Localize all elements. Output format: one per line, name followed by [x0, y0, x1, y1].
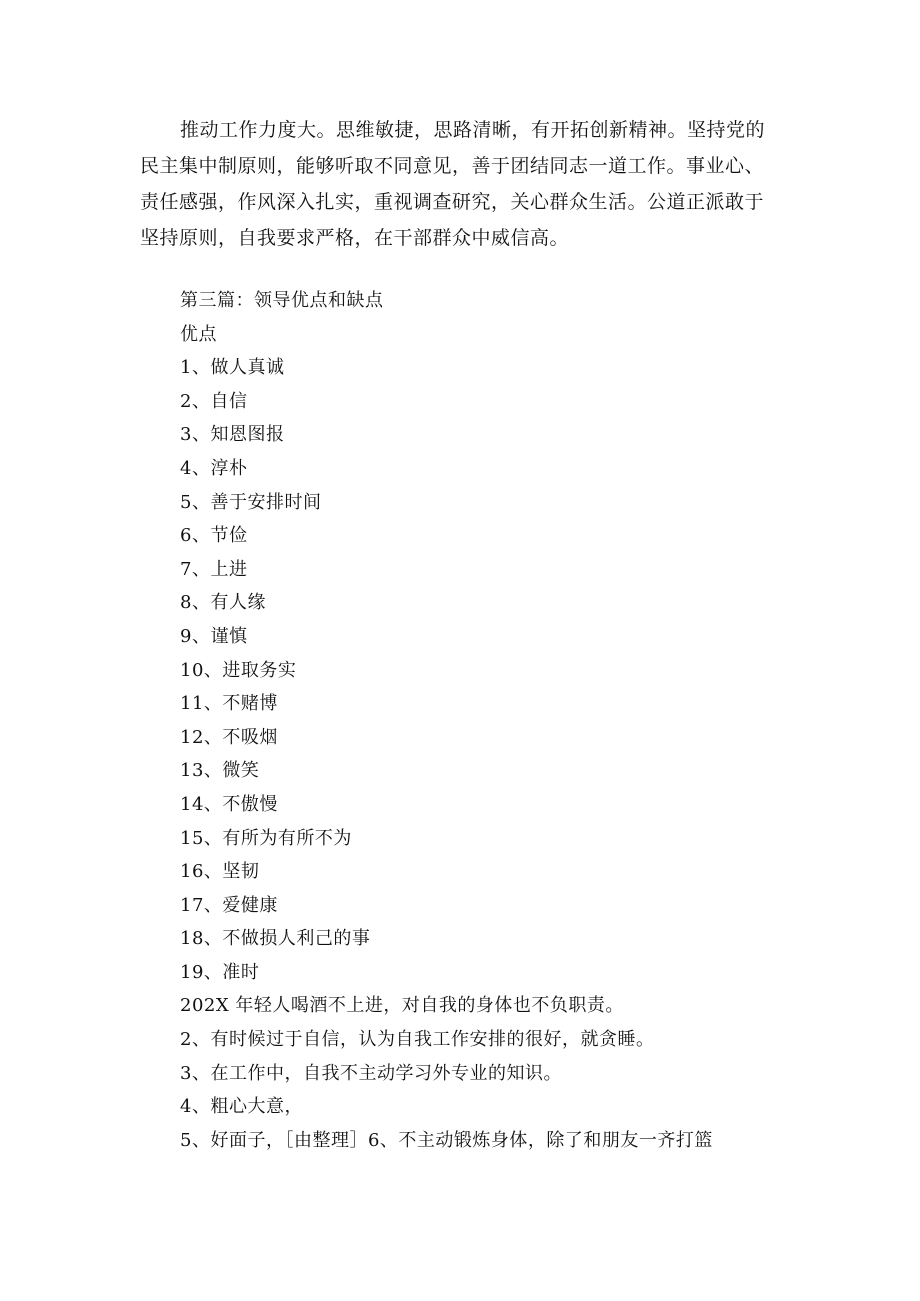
strength-item: 17、爱健康 — [180, 894, 278, 916]
strength-item: 14、不傲慢 — [180, 793, 278, 815]
strength-item: 11、不赌博 — [180, 693, 278, 715]
leadership-section — [180, 284, 800, 1157]
section-title: 第三篇：领导优点和缺点 — [180, 290, 384, 311]
strength-item: 9、谨慎 — [180, 625, 248, 647]
strength-item: 18、不做损人利己的事 — [180, 928, 371, 950]
strength-item: 16、坚韧 — [180, 861, 260, 883]
weakness-item: 5、好面子，［由整理］6、不主动锻炼身体，除了和朋友一齐打篮 — [180, 1129, 713, 1151]
strength-item: 10、进取务实 — [180, 659, 297, 681]
weakness-item: 3、在工作中，自我不主动学习外专业的知识。 — [180, 1062, 562, 1084]
strength-item: 4、淳朴 — [180, 457, 248, 479]
strength-item: 5、善于安排时间 — [180, 491, 322, 513]
strengths-heading: 优点 — [180, 323, 217, 345]
strength-item: 12、不吸烟 — [180, 726, 278, 748]
strength-item: 7、上进 — [180, 558, 248, 580]
strength-item: 3、知恩图报 — [180, 424, 285, 446]
strength-item: 6、节俭 — [180, 525, 248, 547]
strength-item: 19、准时 — [180, 961, 260, 983]
strength-item: 15、有所为有所不为 — [180, 827, 352, 849]
weakness-item: 202X 年轻人喝酒不上进，对自我的身体也不负职责。 — [180, 995, 624, 1017]
strength-item: 2、自信 — [180, 390, 248, 412]
strength-item: 8、有人缘 — [180, 592, 266, 614]
intro-paragraph: 推动工作力度大。思维敏捷，思路清晰，有开拓创新精神。坚持党的民主集中制原则，能够听取不同意见，善于团结同志一道工作。事业心、责任感强，作风深入扎实，重视调查研究，关心群众生活。公道正派敢于坚持原则，自我要求严格，在干部群众中威信高。 — [140, 119, 766, 249]
strength-item: 1、做人真诚 — [180, 357, 285, 379]
weakness-item: 4、粗心大意， — [180, 1096, 303, 1118]
weakness-item: 2、有时候过于自信，认为自我工作安排的很好，就贪睡。 — [180, 1029, 655, 1051]
strength-item: 13、微笑 — [180, 760, 260, 782]
